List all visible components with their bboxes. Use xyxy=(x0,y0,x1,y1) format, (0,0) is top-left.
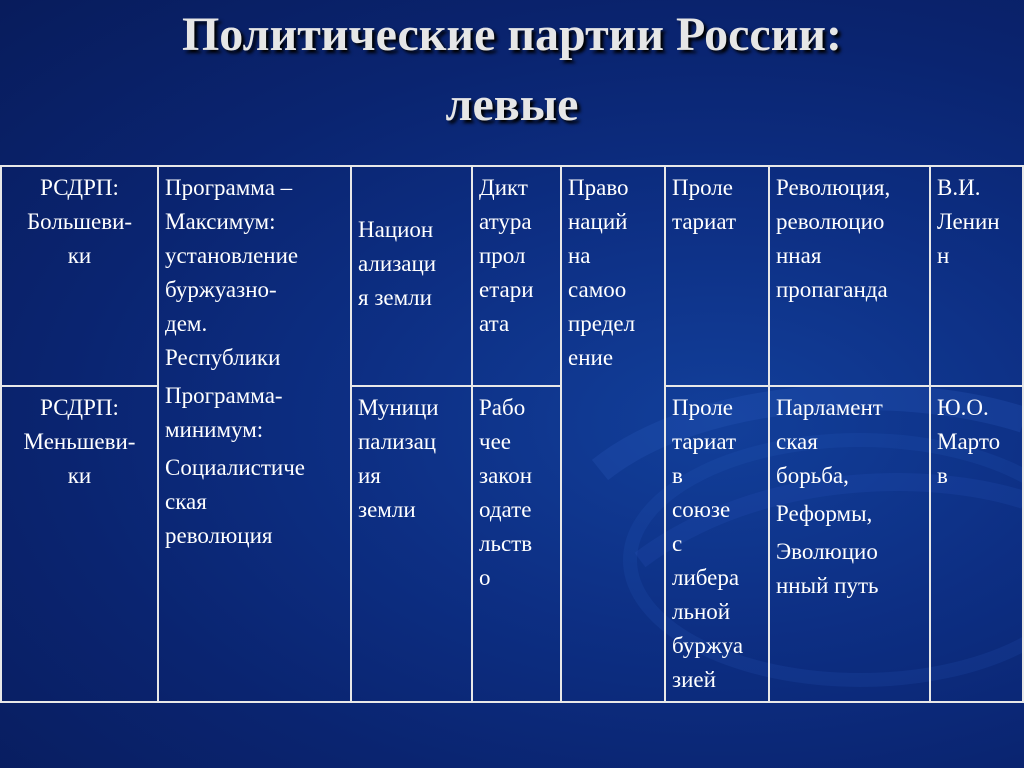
cell-methods-mensheviks: Парламент ская борьба, Реформы, Эволюцио нный путь xyxy=(769,386,930,702)
cell-leader-bolsheviks: В.И. Ленин н xyxy=(930,166,1023,386)
parties-table xyxy=(0,165,1024,703)
cell-party-bolsheviks: РСДРП: Большеви- ки xyxy=(1,166,158,386)
program-min: Программа- минимум: Социалистиче ская революция xyxy=(165,383,305,548)
cell-force-bolsheviks: Проле тариат xyxy=(665,166,769,386)
cell-power-mensheviks: Рабо чее закон одате льств о xyxy=(472,386,561,702)
cell-force-mensheviks: Проле тариат в союзе с либера льной буржуа зией xyxy=(665,386,769,702)
table-row-mensheviks xyxy=(1,386,1023,702)
cell-party-mensheviks: РСДРП: Меньшеви- ки xyxy=(1,386,158,702)
cell-land-mensheviks: Муници пализац ия земли xyxy=(351,386,472,702)
cell-nations: Право наций на самоо предел ение xyxy=(561,166,665,702)
cell-land-bolsheviks: Национ ализаци я земли xyxy=(351,166,472,386)
cell-power-bolsheviks: Дикт атура прол етари ата xyxy=(472,166,561,386)
program-max: Программа – Максимум: установление буржуазно- дем. Республики xyxy=(165,175,299,370)
slide-title-line-2: левые xyxy=(445,78,579,131)
slide-title-line-1: Политические партии России: xyxy=(181,8,843,61)
cell-methods-bolsheviks: Революция, революцио нная пропаганда xyxy=(769,166,930,386)
cell-leader-mensheviks: Ю.О. Марто в xyxy=(930,386,1023,702)
cell-program xyxy=(158,166,351,702)
table-row-bolsheviks xyxy=(1,166,1023,386)
